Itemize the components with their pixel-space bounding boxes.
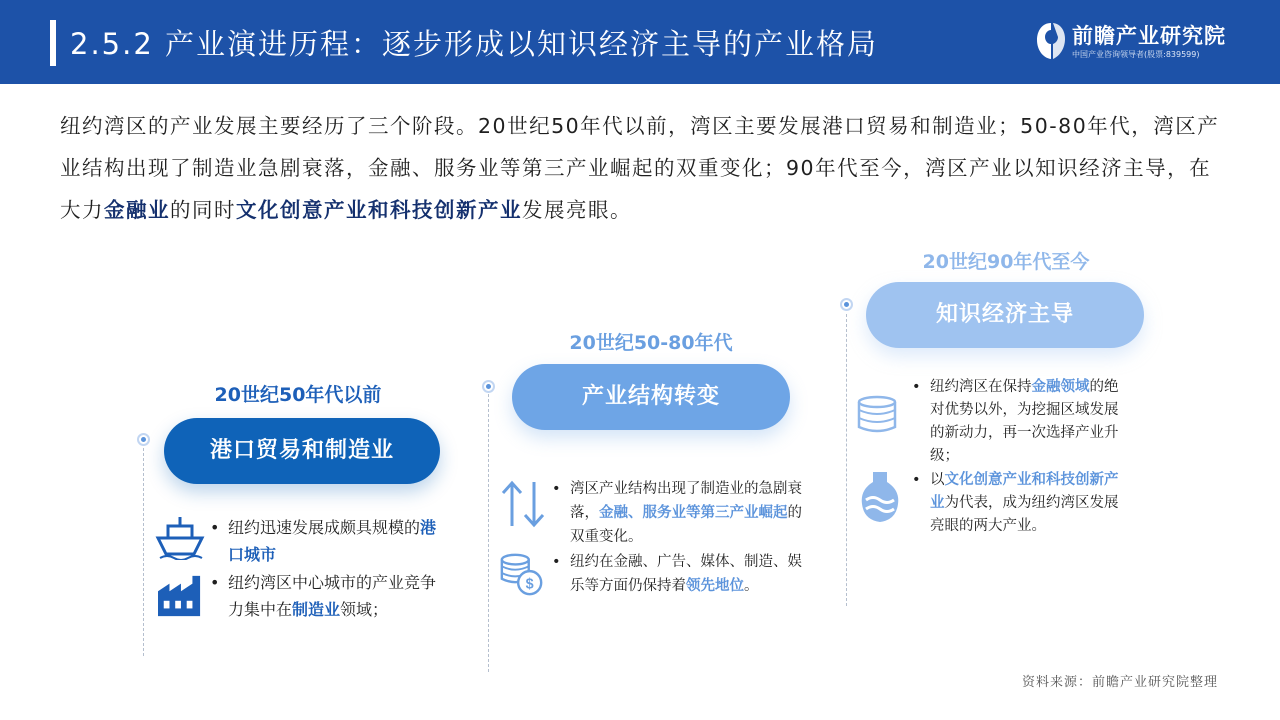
stage1-bullets [208, 514, 448, 623]
bullet-highlight: 金融领域 [1031, 379, 1090, 395]
database-icon [855, 395, 899, 435]
bullet-text: 湾区产业结构出现了制造业的急剧衰落， [570, 481, 802, 521]
intro-text-3: 发展亮眼。 [522, 198, 632, 222]
logo-name: 前瞻产业研究院 [1072, 24, 1226, 48]
bullet-text: 的双重变化。 [570, 505, 802, 545]
brand-logo [1036, 20, 1246, 66]
logo-subtitle: 中国产业咨询领导者(股票:839599) [1072, 50, 1200, 59]
stage2-era: 20世纪50-80年代 [569, 332, 733, 354]
stage1-timeline [143, 448, 144, 656]
intro-text-2: 的同时 [170, 198, 236, 222]
stage1-bullet [208, 569, 448, 623]
logo-mark-icon [1036, 22, 1066, 60]
bullet-text: 领域； [340, 600, 389, 619]
stage2-bullet [550, 477, 812, 549]
stage2-title-pill: 产业结构转变 [512, 364, 790, 430]
bullet-text: 的绝对优势以外，为挖掘区域发展的新动力，再一次选择产业升级； [930, 379, 1119, 464]
intro-paragraph [60, 105, 1230, 231]
bullet-highlight: 领先地位 [686, 578, 744, 594]
bullet-highlight: 制造业 [292, 600, 341, 619]
header-bar [0, 0, 1280, 84]
intro-text-1: 纽约湾区的产业发展主要经历了三个阶段。20世纪50年代以前，湾区主要发展港口贸易和制造业；50-80年代，湾区产业结构出现了制造业急剧衰落，金融、服务业等第三产业崛起的双重变化；90年代至今，湾区产业以知识经济主导，在大力 [60, 114, 1220, 222]
title-accent-bar [50, 20, 56, 66]
bullet-highlight: 文化创意产业和科技创新产业 [930, 472, 1119, 511]
stage3-bullet [910, 469, 1132, 538]
stage3-era: 20世纪90年代至今 [922, 251, 1090, 273]
stage2-timeline-dot [482, 380, 495, 393]
stage1-era: 20世纪50年代以前 [214, 384, 382, 406]
stage2-timeline [488, 394, 489, 672]
bullet-text: 为代表，成为纽约湾区发展亮眼的两大产业。 [930, 495, 1119, 534]
intro-emphasis-industries: 文化创意产业和科技创新产业 [236, 198, 522, 222]
bullet-highlight: 金融、服务业等第三产业崛起 [599, 505, 788, 521]
bullet-text: 纽约湾区中心城市的产业竞争力集中在 [228, 573, 437, 619]
bullet-text: 以 [930, 472, 945, 488]
svg-text:$: $ [525, 576, 534, 593]
stage3-timeline [846, 314, 847, 606]
factory-icon [156, 574, 204, 618]
source-note: 资料来源：前瞻产业研究院整理 [1021, 675, 1218, 690]
bullet-text: 纽约湾区在保持 [930, 379, 1032, 395]
ship-icon [154, 514, 206, 560]
stage3-timeline-dot [840, 298, 853, 311]
vase-icon [858, 470, 902, 524]
stage3-bullet [910, 376, 1132, 468]
stage1-bullet [208, 514, 448, 568]
page-title: 2.5.2 产业演进历程：逐步形成以知识经济主导的产业格局 [70, 27, 879, 61]
up-down-arrows-icon [498, 478, 548, 530]
bullet-text: 。 [744, 578, 759, 594]
bullet-text: 纽约在金融、广告、媒体、制造、娱乐等方面仍保持着 [570, 554, 802, 594]
stage2-bullet [550, 550, 812, 598]
stage3-bullets [910, 376, 1132, 538]
stage1-title-pill: 港口贸易和制造业 [164, 418, 440, 484]
intro-emphasis-finance: 金融业 [104, 198, 170, 222]
stage3-title-pill: 知识经济主导 [866, 282, 1144, 348]
bullet-highlight: 港口城市 [228, 518, 437, 564]
bullet-text: 纽约迅速发展成颇具规模的 [228, 518, 421, 537]
coins-dollar-icon [498, 550, 546, 598]
stage1-timeline-dot [137, 433, 150, 446]
stage2-bullets [550, 477, 812, 598]
